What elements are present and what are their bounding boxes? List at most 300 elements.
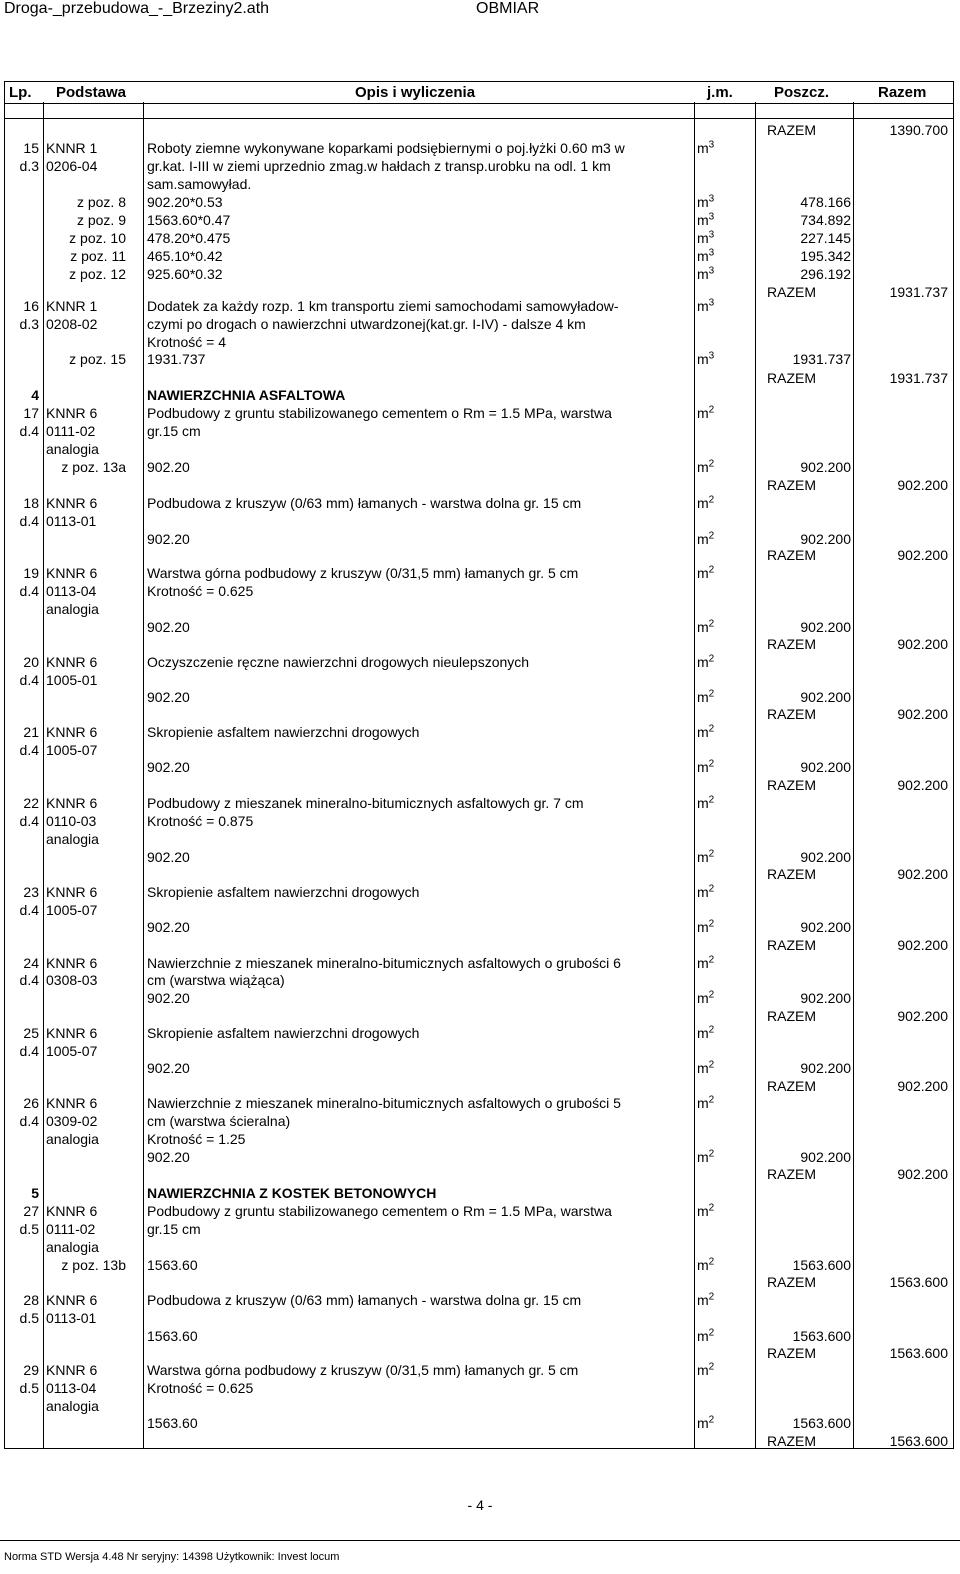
quantity-cell: 734.892 (800, 212, 851, 228)
razem-label: RAZEM (767, 1345, 816, 1361)
quantity-cell: 195.342 (800, 248, 851, 264)
position-number: 17 (23, 405, 39, 421)
unit-base: m (697, 230, 709, 246)
razem-label: RAZEM (767, 1008, 816, 1024)
position-row (4, 1291, 952, 1309)
source-reference: z poz. 11 (70, 248, 126, 264)
position-number: d.4 (19, 972, 39, 988)
basis-cell: KNNR 6 (46, 1203, 98, 1219)
unit-base: m (697, 405, 709, 421)
continuation-row (4, 1397, 952, 1415)
unit-exponent: 2 (708, 758, 715, 770)
unit-base: m (697, 565, 709, 581)
unit-base: m (697, 849, 709, 865)
calculation-row (4, 688, 952, 706)
description-cell: gr.kat. I-III w ziemi uprzednio zmag.w hałdach z transp.urobku na odl. 1 km (147, 158, 611, 174)
unit-cell (697, 989, 714, 1007)
razem-label: RAZEM (767, 777, 816, 793)
razem-label: RAZEM (767, 1433, 816, 1449)
position-number: 25 (23, 1025, 39, 1041)
continuation-row (4, 175, 952, 193)
unit-exponent: 2 (708, 688, 715, 700)
description-cell: Podbudowy z mieszanek mineralno-bitumicznych asfaltowych gr. 7 cm (147, 795, 584, 811)
unit-cell (697, 458, 714, 476)
continuation-row (4, 1112, 952, 1130)
table-rule (5, 118, 953, 119)
unit-exponent: 2 (708, 618, 715, 630)
unit-cell (697, 1256, 714, 1274)
unit-exponent: 3 (708, 211, 715, 223)
basis-cell: analogia (46, 1239, 99, 1255)
continuation-row (4, 1309, 952, 1327)
calculation-row (4, 848, 952, 866)
razem-value: 902.200 (897, 547, 948, 563)
page-number: - 4 - (467, 1497, 493, 1513)
quantity-cell: 1931.737 (792, 351, 851, 367)
unit-cell (697, 1148, 714, 1166)
position-row (4, 954, 952, 972)
razem-row (4, 476, 952, 494)
razem-row (4, 121, 952, 139)
source-reference: z poz. 10 (69, 230, 126, 246)
quantity-cell: 227.145 (800, 230, 851, 246)
razem-value: 902.200 (897, 937, 948, 953)
unit-base: m (697, 759, 709, 775)
unit-exponent: 2 (708, 1327, 715, 1339)
razem-value: 902.200 (897, 636, 948, 652)
position-number: 16 (23, 298, 39, 314)
section-number: 5 (31, 1185, 39, 1201)
position-number: 23 (23, 884, 39, 900)
unit-cell (697, 1094, 714, 1112)
unit-base: m (697, 212, 709, 228)
unit-exponent: 2 (708, 1148, 715, 1160)
basis-cell: KNNR 1 (46, 140, 98, 156)
software-info: Norma STD Wersja 4.48 Nr seryjny: 14398 Użytkownik: Invest locum (4, 1551, 340, 1563)
unit-exponent: 3 (708, 350, 715, 362)
position-number: 19 (23, 565, 39, 581)
position-number: d.4 (19, 1043, 39, 1059)
calculation-row (4, 1148, 952, 1166)
section-heading-row (4, 1184, 952, 1202)
razem-row (4, 705, 952, 723)
position-number: 26 (23, 1095, 39, 1111)
unit-exponent: 2 (708, 653, 715, 665)
unit-cell (697, 139, 714, 157)
source-reference: z poz. 8 (76, 194, 126, 210)
footer-divider (0, 1540, 960, 1541)
calculation-row (4, 618, 952, 636)
continuation-row (4, 1238, 952, 1256)
unit-base: m (697, 1328, 709, 1344)
continuation-row (4, 741, 952, 759)
description-cell: 1563.60*0.47 (147, 212, 231, 228)
unit-base: m (697, 248, 709, 264)
basis-cell: KNNR 6 (46, 495, 98, 511)
basis-cell: 0309-02 (46, 1113, 98, 1129)
basis-cell: 1005-07 (46, 742, 98, 758)
basis-cell: 1005-01 (46, 672, 98, 688)
column-header-opis: Opis i wyliczenia (355, 84, 476, 101)
continuation-row (4, 440, 952, 458)
razem-value: 902.200 (897, 706, 948, 722)
description-cell: 902.20 (147, 531, 190, 547)
position-row (4, 1361, 952, 1379)
unit-base: m (697, 689, 709, 705)
unit-cell (697, 494, 714, 512)
position-row (4, 653, 952, 671)
unit-cell (697, 918, 714, 936)
basis-cell: 0208-02 (46, 316, 98, 332)
unit-cell (697, 1361, 714, 1379)
unit-exponent: 2 (708, 530, 715, 542)
basis-cell: 1005-07 (46, 902, 98, 918)
description-cell: 1563.60 (147, 1328, 198, 1344)
position-number: 21 (23, 724, 39, 740)
description-cell: 902.20 (147, 919, 190, 935)
description-cell: Krotność = 0.625 (147, 1380, 254, 1396)
description-cell: czymi po drogach o nawierzchni utwardzonej(kat.gr. I-IV) - dalsze 4 km (147, 316, 586, 332)
basis-cell: 0113-04 (46, 583, 97, 599)
razem-value: 1931.737 (889, 370, 948, 386)
continuation-row (4, 512, 952, 530)
quantity-cell: 1563.600 (792, 1257, 851, 1273)
quantity-cell: 902.200 (800, 990, 851, 1006)
description-cell: Podbudowa z kruszyw (0/63 mm) łamanych - warstwa dolna gr. 15 cm (147, 1292, 582, 1308)
basis-cell: analogia (46, 601, 99, 617)
description-cell: Podbudowy z gruntu stabilizowanego cementem o Rm = 1.5 MPa, warstwa (147, 405, 612, 421)
position-number: d.4 (19, 1113, 39, 1129)
razem-value: 1931.737 (889, 284, 948, 300)
unit-cell (697, 350, 714, 368)
unit-cell (697, 247, 714, 265)
basis-cell: KNNR 6 (46, 565, 98, 581)
razem-label: RAZEM (767, 937, 816, 953)
unit-cell (697, 758, 714, 776)
description-cell: Nawierzchnie z mieszanek mineralno-bitumicznych asfaltowych o grubości 6 (147, 955, 621, 971)
continuation-row (4, 157, 952, 175)
description-cell: Nawierzchnie z mieszanek mineralno-bitumicznych asfaltowych o grubości 5 (147, 1095, 621, 1111)
razem-label: RAZEM (767, 706, 816, 722)
basis-cell: KNNR 1 (46, 298, 98, 314)
position-number: 29 (23, 1362, 39, 1378)
razem-row (4, 635, 952, 653)
source-reference: z poz. 13a (61, 459, 126, 475)
column-header-poszcz: Poszcz. (774, 84, 830, 101)
unit-cell (697, 1059, 714, 1077)
razem-label: RAZEM (767, 1166, 816, 1182)
unit-base: m (697, 351, 709, 367)
position-number: 22 (23, 795, 39, 811)
basis-cell: 0308-03 (46, 972, 98, 988)
unit-exponent: 2 (708, 1291, 715, 1303)
description-cell: Warstwa górna podbudowy z kruszyw (0/31,5 mm) łamanych gr. 5 cm (147, 1362, 579, 1378)
unit-base: m (697, 1292, 709, 1308)
unit-base: m (697, 955, 709, 971)
position-number: d.4 (19, 742, 39, 758)
position-number: d.4 (19, 902, 39, 918)
unit-base: m (697, 884, 709, 900)
unit-exponent: 2 (708, 723, 715, 735)
unit-base: m (697, 990, 709, 1006)
position-number: d.5 (19, 1380, 39, 1396)
calculation-row (4, 350, 952, 368)
position-number: 28 (23, 1292, 39, 1308)
description-cell: 902.20 (147, 759, 190, 775)
basis-cell: KNNR 6 (46, 654, 98, 670)
razem-row (4, 1344, 952, 1362)
razem-value: 902.200 (897, 477, 948, 493)
unit-exponent: 2 (708, 458, 715, 470)
position-number: d.4 (19, 672, 39, 688)
description-cell: cm (warstwa ścieralna) (147, 1113, 291, 1129)
basis-cell: KNNR 6 (46, 795, 98, 811)
continuation-row (4, 1042, 952, 1060)
unit-exponent: 2 (708, 1256, 715, 1268)
razem-label: RAZEM (767, 477, 816, 493)
quantity-cell: 902.200 (800, 689, 851, 705)
unit-base: m (697, 724, 709, 740)
razem-value: 902.200 (897, 1078, 948, 1094)
description-cell: Krotność = 0.875 (147, 813, 254, 829)
razem-label: RAZEM (767, 370, 816, 386)
calculation-row (4, 989, 952, 1007)
unit-exponent: 3 (708, 229, 715, 241)
description-cell: 902.20 (147, 1060, 190, 1076)
razem-row (4, 1007, 952, 1025)
basis-cell: 0113-01 (46, 513, 97, 529)
calculation-row (4, 1059, 952, 1077)
calculation-row (4, 1414, 952, 1432)
unit-exponent: 2 (708, 1414, 715, 1426)
calculation-row (4, 1256, 952, 1274)
unit-cell (697, 1202, 714, 1220)
column-header-razem: Razem (878, 84, 927, 101)
description-cell: Skropienie asfaltem nawierzchni drogowych (147, 884, 420, 900)
continuation-row (4, 1130, 952, 1148)
continuation-row (4, 812, 952, 830)
calculation-row (4, 247, 952, 265)
description-cell: 902.20 (147, 689, 190, 705)
razem-value: 902.200 (897, 777, 948, 793)
quantity-cell: 902.200 (800, 459, 851, 475)
position-number: 18 (23, 495, 39, 511)
quantity-cell: 902.200 (800, 1149, 851, 1165)
unit-cell (697, 794, 714, 812)
calculation-row (4, 193, 952, 211)
calculation-row (4, 1327, 952, 1345)
description-cell: 478.20*0.475 (147, 230, 231, 246)
razem-value: 902.200 (897, 1166, 948, 1182)
unit-exponent: 2 (708, 1059, 715, 1071)
razem-value: 1563.600 (889, 1345, 948, 1361)
position-number: d.5 (19, 1221, 39, 1237)
document-filename: Droga-_przebudowa_-_Brzeziny2.ath (4, 0, 270, 17)
quantity-cell: 902.200 (800, 849, 851, 865)
section-number: 4 (31, 387, 39, 403)
description-cell: gr.15 cm (147, 1221, 201, 1237)
unit-cell (697, 688, 714, 706)
description-cell: cm (warstwa wiążąca) (147, 972, 285, 988)
continuation-row (4, 422, 952, 440)
unit-exponent: 2 (708, 1024, 715, 1036)
position-row (4, 1202, 952, 1220)
razem-value: 1563.600 (889, 1433, 948, 1449)
basis-cell: analogia (46, 1398, 99, 1414)
razem-row (4, 936, 952, 954)
position-row (4, 883, 952, 901)
razem-row (4, 1165, 952, 1183)
razem-row (4, 1432, 952, 1450)
unit-exponent: 2 (708, 1094, 715, 1106)
source-reference: z poz. 9 (76, 212, 126, 228)
unit-cell (697, 564, 714, 582)
description-cell: 902.20 (147, 990, 190, 1006)
unit-base: m (697, 919, 709, 935)
continuation-row (4, 971, 952, 989)
position-row (4, 794, 952, 812)
unit-base: m (697, 1060, 709, 1076)
quantity-cell: 902.200 (800, 759, 851, 775)
description-cell: Skropienie asfaltem nawierzchni drogowych (147, 1025, 420, 1041)
description-cell: Skropienie asfaltem nawierzchni drogowych (147, 724, 420, 740)
calculation-row (4, 265, 952, 283)
razem-value: 1390.700 (889, 122, 948, 138)
unit-base: m (697, 1362, 709, 1378)
calculation-row (4, 458, 952, 476)
razem-label: RAZEM (767, 547, 816, 563)
unit-exponent: 3 (708, 265, 715, 277)
description-cell: Oczyszczenie ręczne nawierzchni drogowych nieulepszonych (147, 654, 530, 670)
description-cell: 902.20*0.53 (147, 194, 223, 210)
basis-cell: 0113-04 (46, 1380, 97, 1396)
description-cell: 925.60*0.32 (147, 266, 223, 282)
position-number: d.4 (19, 423, 39, 439)
razem-row (4, 1273, 952, 1291)
continuation-row (4, 901, 952, 919)
quantity-cell: 1563.600 (792, 1328, 851, 1344)
description-cell: gr.15 cm (147, 423, 201, 439)
unit-cell (697, 618, 714, 636)
unit-base: m (697, 495, 709, 511)
unit-base: m (697, 1257, 709, 1273)
unit-cell (697, 1024, 714, 1042)
unit-exponent: 2 (708, 794, 715, 806)
position-row (4, 404, 952, 422)
continuation-row (4, 315, 952, 333)
unit-base: m (697, 619, 709, 635)
unit-cell (697, 404, 714, 422)
basis-cell: KNNR 6 (46, 884, 98, 900)
section-heading-row (4, 386, 952, 404)
description-cell: 1563.60 (147, 1257, 198, 1273)
unit-exponent: 2 (708, 883, 715, 895)
unit-exponent: 3 (708, 247, 715, 259)
unit-cell (697, 265, 714, 283)
position-number: d.3 (19, 316, 39, 332)
description-cell: Podbudowa z kruszyw (0/63 mm) łamanych - warstwa dolna gr. 15 cm (147, 495, 582, 511)
continuation-row (4, 333, 952, 351)
calculation-row (4, 211, 952, 229)
unit-cell (697, 653, 714, 671)
description-cell: 902.20 (147, 459, 190, 475)
razem-row (4, 865, 952, 883)
razem-label: RAZEM (767, 866, 816, 882)
unit-cell (697, 848, 714, 866)
position-row (4, 564, 952, 582)
continuation-row (4, 600, 952, 618)
razem-row (4, 546, 952, 564)
continuation-row (4, 1220, 952, 1238)
section-title: NAWIERZCHNIA ASFALTOWA (147, 387, 346, 403)
unit-base: m (697, 459, 709, 475)
razem-label: RAZEM (767, 284, 816, 300)
unit-exponent: 3 (708, 139, 715, 151)
unit-cell (697, 1327, 714, 1345)
position-row (4, 139, 952, 157)
unit-base: m (697, 795, 709, 811)
basis-cell: 0113-01 (46, 1310, 97, 1326)
source-reference: z poz. 12 (69, 266, 126, 282)
description-cell: Dodatek za każdy rozp. 1 km transportu ziemi samochodami samowyładow- (147, 298, 619, 314)
position-number: 20 (23, 654, 39, 670)
unit-cell (697, 1291, 714, 1309)
razem-label: RAZEM (767, 636, 816, 652)
basis-cell: 0111-02 (46, 423, 96, 439)
description-cell: Roboty ziemne wykonywane koparkami podsiębiernymi o poj.łyżki 0.60 m3 w (147, 140, 625, 156)
quantity-cell: 902.200 (800, 1060, 851, 1076)
unit-base: m (697, 1025, 709, 1041)
basis-cell: analogia (46, 441, 99, 457)
basis-cell: KNNR 6 (46, 1025, 98, 1041)
quantity-cell: 902.200 (800, 919, 851, 935)
position-row (4, 723, 952, 741)
unit-base: m (697, 266, 709, 282)
position-row (4, 297, 952, 315)
basis-cell: 0111-02 (46, 1221, 96, 1237)
table-header (4, 81, 954, 104)
basis-cell: 1005-07 (46, 1043, 98, 1059)
position-number: d.4 (19, 583, 39, 599)
description-cell: Podbudowy z gruntu stabilizowanego cementem o Rm = 1.5 MPa, warstwa (147, 1203, 612, 1219)
unit-base: m (697, 298, 709, 314)
unit-cell (697, 883, 714, 901)
description-cell: Krotność = 1.25 (147, 1131, 246, 1147)
unit-exponent: 2 (708, 918, 715, 930)
unit-base: m (697, 654, 709, 670)
description-cell: sam.samowyład. (147, 176, 252, 192)
quantity-cell: 478.166 (800, 194, 851, 210)
unit-cell (697, 193, 714, 211)
description-cell: 902.20 (147, 1149, 190, 1165)
continuation-row (4, 671, 952, 689)
razem-label: RAZEM (767, 122, 816, 138)
description-cell: 1563.60 (147, 1415, 198, 1431)
quantity-cell: 902.200 (800, 531, 851, 547)
basis-cell: KNNR 6 (46, 1292, 98, 1308)
razem-label: RAZEM (767, 1078, 816, 1094)
basis-cell: KNNR 6 (46, 1362, 98, 1378)
unit-base: m (697, 194, 709, 210)
unit-exponent: 2 (708, 1202, 715, 1214)
position-number: d.5 (19, 1310, 39, 1326)
unit-cell (697, 954, 714, 972)
razem-value: 902.200 (897, 866, 948, 882)
document-section-title: OBMIAR (476, 0, 540, 17)
position-number: 15 (23, 140, 39, 156)
column-header-podstawa: Podstawa (56, 84, 127, 101)
calculation-row (4, 918, 952, 936)
